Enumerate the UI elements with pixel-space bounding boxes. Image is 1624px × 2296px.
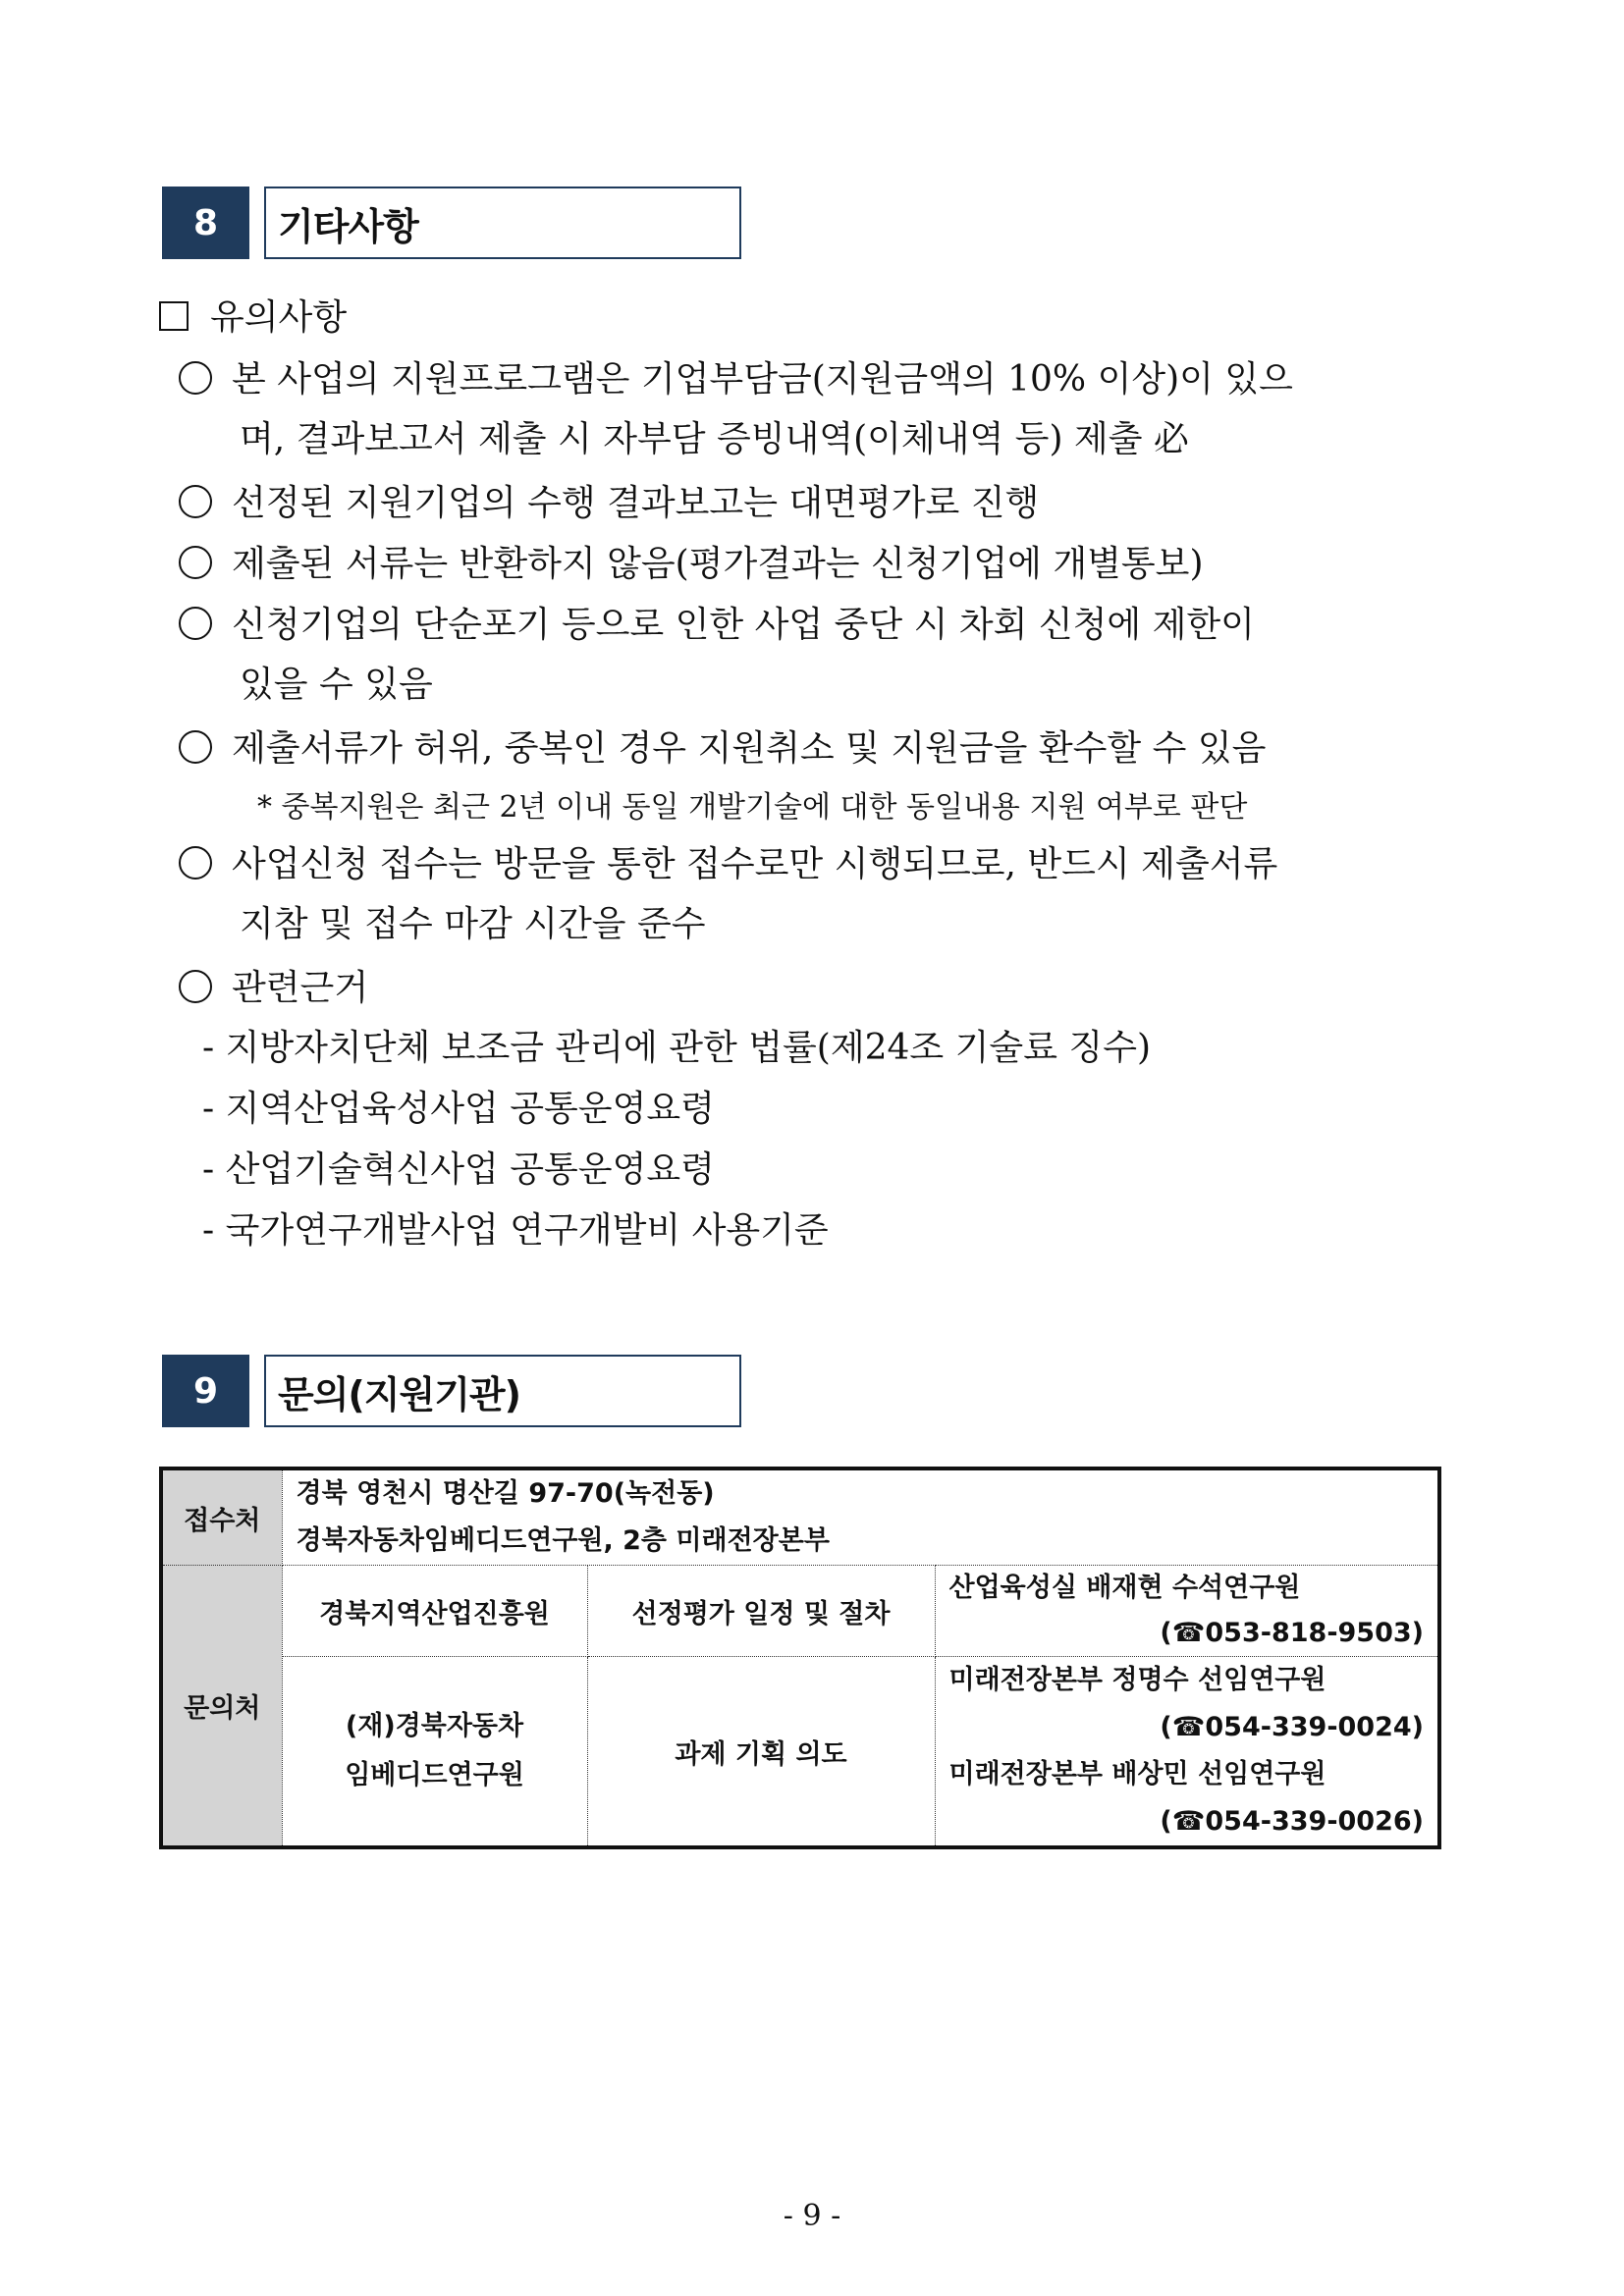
notice-item-2: 선정된 지원기업의 수행 결과보고는 대면평가로 진행 <box>179 485 1039 521</box>
circle-bullet-icon <box>179 361 212 395</box>
contact-phone: (☎054-339-0026) <box>1160 1806 1425 1837</box>
notice-item-6-cont: 지참 및 접수 마감 시간을 준수 <box>240 904 706 944</box>
org-line: 임베디드연구원 <box>345 1760 524 1790</box>
reception-address: 경북 영천시 명산길 97-70(녹전동) <box>296 1478 715 1509</box>
law-item: - 지방자치단체 보조금 관리에 관한 법률(제24조 기술료 징수) <box>202 1028 1152 1068</box>
notice-item-5: 제출서류가 허위, 중복인 경우 지원취소 및 지원금을 환수할 수 있음 <box>179 730 1266 767</box>
reception-info <box>282 1468 1439 1566</box>
topic-cell: 선정평가 일정 및 절차 <box>587 1566 935 1657</box>
table-row <box>161 1566 1439 1657</box>
reception-label: 접수처 <box>161 1468 282 1566</box>
law-item: - 지역산업육성사업 공통운영요령 <box>202 1089 715 1129</box>
circle-bullet-icon <box>179 546 212 579</box>
reception-place: 경북자동차임베디드연구원, 2층 미래전장본부 <box>296 1525 830 1556</box>
section-title: 기타사항 <box>264 187 741 259</box>
contact-cell <box>935 1657 1439 1848</box>
contact-person: 미래전장본부 배상민 선임연구원 <box>948 1759 1326 1789</box>
table-row <box>161 1657 1439 1848</box>
org-cell: 경북지역산업진흥원 <box>282 1566 587 1657</box>
notice-item-6: 사업신청 접수는 방문을 통한 접수로만 시행되므로, 반드시 제출서류 <box>179 846 1277 882</box>
circle-bullet-icon <box>179 730 212 764</box>
topic-cell: 과제 기획 의도 <box>587 1657 935 1848</box>
section-number: 9 <box>162 1355 249 1427</box>
circle-bullet-icon <box>179 607 212 640</box>
law-item: - 국가연구개발사업 연구개발비 사용기준 <box>202 1210 829 1251</box>
section-title: 문의(지원기관) <box>264 1355 741 1427</box>
org-line: (재)경북자동차 <box>345 1711 524 1741</box>
contact-person: 미래전장본부 정명수 선임연구원 <box>948 1665 1326 1695</box>
notice-item-1-cont: 며, 결과보고서 제출 시 자부담 증빙내역(이체내역 등) 제출 必 <box>240 419 1189 459</box>
circle-bullet-icon <box>179 970 212 1003</box>
notice-item-3: 제출된 서류는 반환하지 않음(평가결과는 신청기업에 개별통보) <box>179 546 1203 582</box>
reception-row <box>161 1468 1439 1566</box>
inquiry-label: 문의처 <box>161 1566 282 1848</box>
checkbox-square-icon <box>159 301 189 331</box>
circle-bullet-icon <box>179 485 212 518</box>
org-cell <box>282 1657 587 1848</box>
notice-heading: 유의사항 <box>159 300 347 336</box>
contact-phone: (☎054-339-0024) <box>1160 1712 1425 1742</box>
notice-item-7: 관련근거 <box>179 970 368 1006</box>
section-number: 8 <box>162 187 249 259</box>
law-item: - 산업기술혁신사업 공통운영요령 <box>202 1149 715 1190</box>
notice-item-4: 신청기업의 단순포기 등으로 인한 사업 중단 시 차회 신청에 제한이 <box>179 607 1255 643</box>
contact-phone: (☎053-818-9503) <box>1160 1618 1425 1648</box>
notice-item-4-cont: 있을 수 있음 <box>240 665 433 705</box>
notice-item-5-note: * 중복지원은 최근 2년 이내 동일 개발기술에 대한 동일내용 지원 여부로 판단 <box>257 790 1248 825</box>
page-number: - 9 - <box>783 2199 841 2233</box>
contact-table <box>159 1467 1441 1849</box>
circle-bullet-icon <box>179 846 212 880</box>
contact-cell <box>935 1566 1439 1657</box>
contact-person: 산업육성실 배재현 수석연구원 <box>948 1573 1301 1603</box>
notice-item-1: 본 사업의 지원프로그램은 기업부담금(지원금액의 10% 이상)이 있으 <box>179 361 1485 398</box>
